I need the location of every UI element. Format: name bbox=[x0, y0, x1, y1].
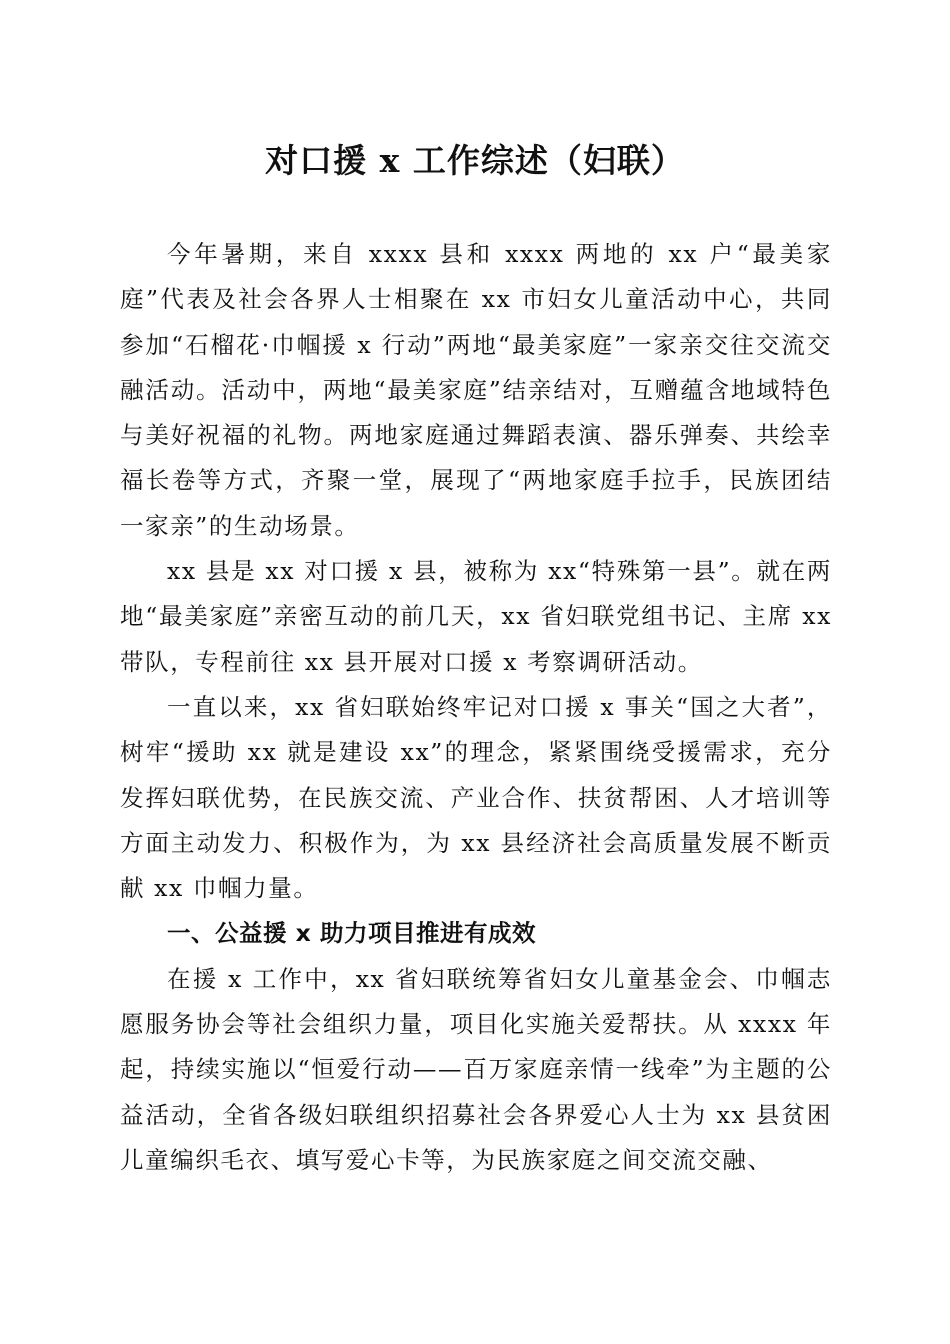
paragraph-intro: 今年暑期，来自 xxxx 县和 xxxx 两地的 xx 户“最美家庭”代表及社会各界人士相聚在 xx 市妇女儿童活动中心，共同参加“石榴花·巾帼援 x 行动”两地“最美家庭”一家亲交往交流交融活动。活动中，两地“最美家庭”结亲结对，互赠蕴含地域特色与美好祝福的礼物。两地家庭通过舞蹈表演、器乐弹奏、共绘幸福长卷等方式，齐聚一堂，展现了“两地家庭手拉手，民族团结一家亲”的生动场景。 bbox=[120, 240, 832, 540]
document-body bbox=[120, 232, 832, 1183]
paragraph-public-welfare: 在援 x 工作中，xx 省妇联统筹省妇女儿童基金会、巾帼志愿服务协会等社会组织力量，项目化实施关爱帮扶。从 xxxx 年起，持续实施以“恒爱行动——百万家庭亲情一线牵”为主题的公益活动，全省各级妇联组织招募社会各界爱心人士为 xx 县贫困儿童编织毛衣、填写爱心卡等，为民族家庭之间交流交融、 bbox=[120, 964, 832, 1174]
paragraph-county: xx 县是 xx 对口援 x 县，被称为 xx“特殊第一县”。就在两地“最美家庭”亲密互动的前几天，xx 省妇联党组书记、主席 xx 带队，专程前往 xx 县开展对口援 x 考察调研活动。 bbox=[120, 557, 832, 676]
section-heading: 一、公益援 x 助力项目推进有成效 bbox=[167, 919, 537, 948]
paragraph-commitment: 一直以来，xx 省妇联始终牢记对口援 x 事关“国之大者”，树牢“援助 xx 就是建设 xx”的理念，紧紧围绕受援需求，充分发挥妇联优势，在民族交流、产业合作、扶贫帮困、人才培训等方面主动发力、积极作为，为 xx 县经济社会高质量发展不断贡献 xx 巾帼力量。 bbox=[120, 692, 832, 903]
document-title: 对口援 x 工作综述（妇联） bbox=[265, 141, 685, 180]
